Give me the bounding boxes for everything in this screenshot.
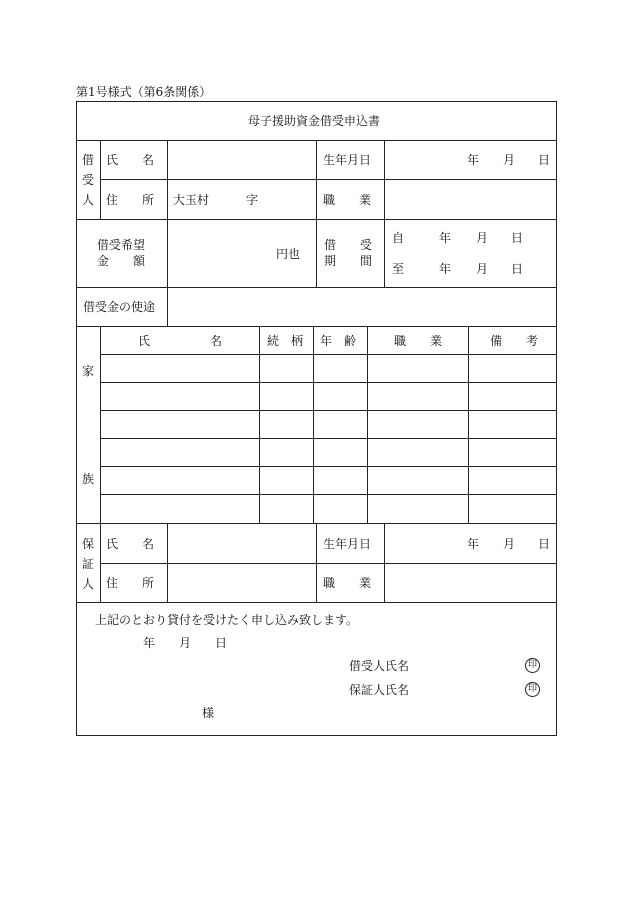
guarantor-occupation-label: 職 業 (323, 576, 372, 590)
family-row[interactable] (101, 495, 555, 522)
g-birth-year-unit: 年 (467, 537, 480, 551)
amount-label-1: 借受希望 (97, 238, 146, 252)
rule-borrower-value (316, 140, 317, 220)
g-birth-day-unit: 日 (538, 537, 551, 551)
decl-day-unit: 日 (215, 636, 228, 650)
to-year-unit: 年 (439, 262, 452, 276)
borrower-name-field[interactable] (168, 141, 315, 178)
birth-month-unit: 月 (503, 153, 516, 167)
guarantor-section-char: 証 (82, 557, 95, 571)
seal-icon: 印 (525, 658, 540, 673)
rule-purpose-end (76, 326, 557, 327)
guarantor-section-char: 保 (82, 537, 95, 551)
borrower-birth-label: 生年月日 (323, 153, 372, 167)
family-row[interactable] (101, 467, 555, 493)
family-section-char: 家 (82, 364, 95, 378)
period-to-label: 至 (392, 262, 405, 276)
borrower-address-label: 住 所 (106, 193, 155, 207)
guarantor-name-field[interactable] (168, 524, 315, 562)
family-section-char: 族 (82, 472, 95, 486)
to-day-unit: 日 (511, 262, 524, 276)
birth-day-unit: 日 (538, 153, 551, 167)
family-header-remarks: 備 考 (490, 334, 539, 348)
declaration-statement: 上記のとおり貸付を受けたく申し込み致します。 (95, 613, 359, 627)
rule-guarantor-section (100, 523, 101, 603)
borrower-sign-label: 借受人氏名 (349, 659, 410, 673)
borrower-occupation-label: 職 業 (323, 193, 372, 207)
address-aza: 字 (246, 193, 259, 207)
borrower-sign-field[interactable] (420, 655, 518, 675)
family-row[interactable] (101, 355, 555, 381)
guarantor-address-field[interactable] (168, 564, 315, 601)
addressee-suffix: 様 (202, 706, 215, 720)
family-row[interactable] (101, 439, 555, 465)
purpose-label: 借受金の使途 (83, 300, 156, 314)
from-year-unit: 年 (439, 231, 452, 245)
guarantor-birth-label: 生年月日 (323, 537, 372, 551)
period-field[interactable] (385, 220, 555, 286)
g-birth-month-unit: 月 (503, 537, 516, 551)
from-day-unit: 日 (511, 231, 524, 245)
family-header-occupation: 職 業 (394, 334, 443, 348)
guarantor-section-char: 人 (82, 577, 95, 591)
family-header-relation: 続 柄 (267, 334, 304, 348)
address-prefix: 大玉村 (173, 193, 210, 207)
period-from-label: 自 (392, 231, 405, 245)
form-number: 第1号様式（第6条関係） (76, 85, 212, 99)
guarantor-address-label: 住 所 (106, 576, 155, 590)
period-label-2: 期 間 (324, 254, 373, 268)
frame-bottom (76, 735, 557, 736)
family-row[interactable] (101, 411, 555, 437)
borrower-section-char: 借 (82, 153, 95, 167)
birth-year-unit: 年 (467, 153, 480, 167)
borrower-section-char: 人 (82, 193, 95, 207)
family-header-name: 氏 名 (138, 334, 223, 348)
rule-guarantor-value (316, 523, 317, 603)
borrower-section-char: 受 (82, 173, 95, 187)
guarantor-sign-label: 保証人氏名 (349, 683, 410, 697)
borrower-name-label: 氏 名 (106, 153, 155, 167)
guarantor-sign-field[interactable] (420, 679, 518, 699)
family-row[interactable] (101, 383, 555, 409)
decl-year-unit: 年 (143, 636, 156, 650)
rule-loan-amount (316, 219, 317, 287)
to-month-unit: 月 (476, 262, 489, 276)
from-month-unit: 月 (476, 231, 489, 245)
form-title: 母子援助資金借受申込書 (248, 114, 381, 128)
borrower-occupation-field[interactable] (385, 180, 555, 218)
decl-month-unit: 月 (179, 636, 192, 650)
frame-right (556, 101, 557, 736)
rule-borrower-section (100, 140, 101, 220)
period-label-1: 借 受 (324, 238, 373, 252)
purpose-field[interactable] (168, 288, 555, 325)
family-header-age: 年 齢 (320, 334, 357, 348)
guarantor-name-label: 氏 名 (106, 537, 155, 551)
frame-top (76, 101, 557, 102)
amount-unit: 円也 (276, 247, 301, 261)
seal-icon: 印 (525, 682, 540, 697)
frame-left (76, 101, 77, 736)
amount-label-2: 金 額 (97, 254, 146, 268)
guarantor-occupation-field[interactable] (385, 564, 555, 601)
